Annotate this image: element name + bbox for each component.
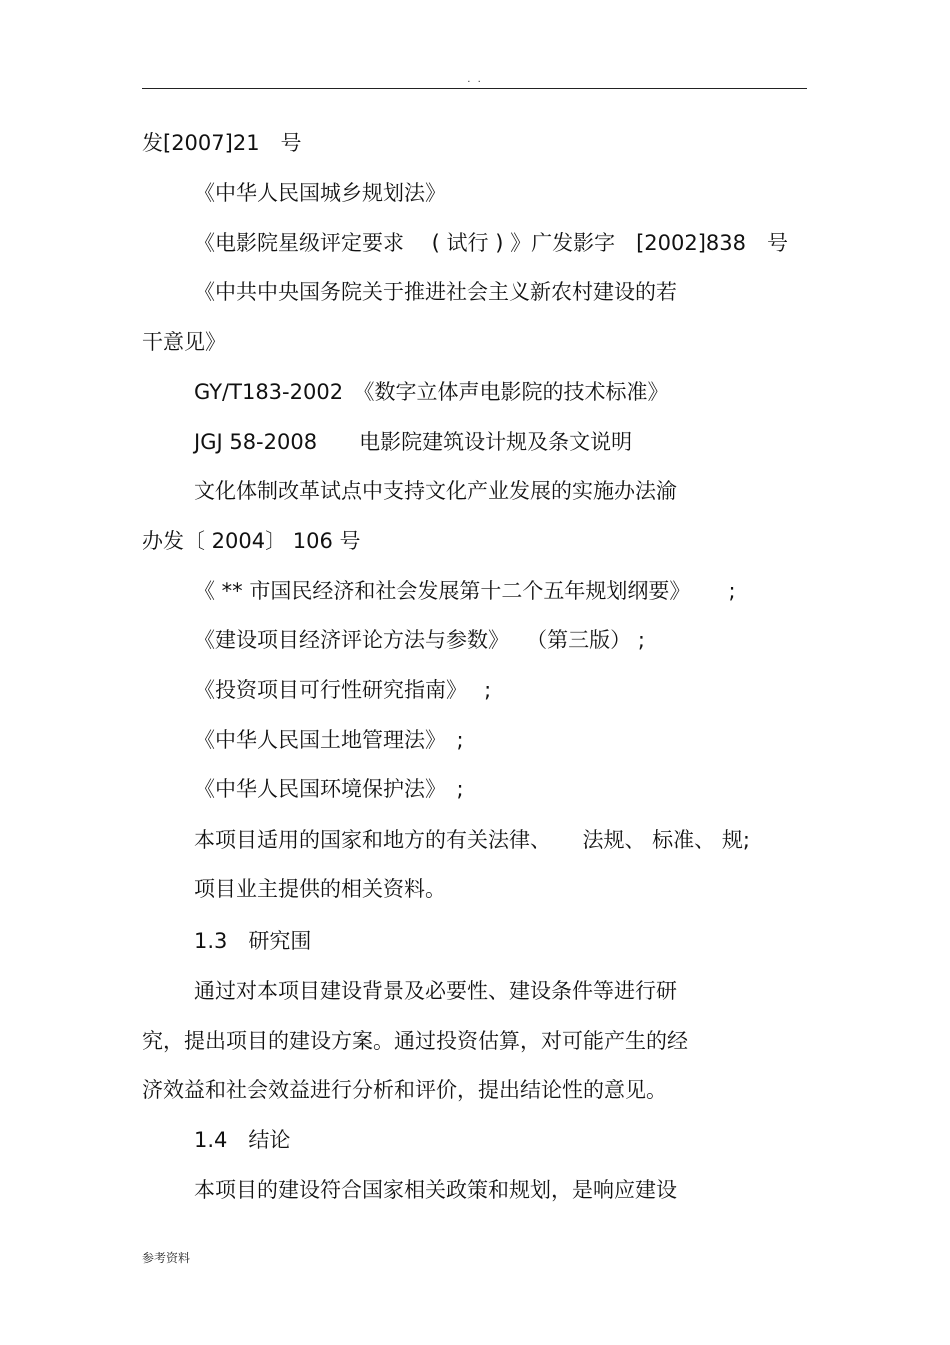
doc-line-7: JGJ 58-2008 电影院建筑设计规及条文说明 (194, 430, 633, 454)
doc-line-9: 办发〔 2004〕 106 号 (142, 529, 361, 553)
header-marks: . . (467, 74, 483, 85)
doc-line-12: 《投资项目可行性研究指南》 ; (194, 678, 492, 702)
doc-line-13: 《中华人民国土地管理法》 ; (194, 728, 464, 752)
doc-line-1: 发[2007]21 号 (142, 131, 302, 155)
section-heading-1-3: 1.3 研究围 (194, 929, 312, 953)
doc-line-11: 《建设项目经济评论方法与参数》 （第三版） ; (194, 628, 645, 652)
doc-line-16: 项目业主提供的相关资料。 (194, 877, 446, 901)
doc-line-18: 通过对本项目建设背景及必要性、建设条件等进行研 (194, 979, 677, 1003)
doc-line-20: 济效益和社会效益进行分析和评价，提出结论性的意见。 (142, 1078, 667, 1102)
doc-line-3: 《电影院星级评定要求 ( 试行 ) 》广发影字 [2002]838 号 (194, 231, 788, 255)
doc-line-19: 究，提出项目的建设方案。通过投资估算，对可能产生的经 (142, 1029, 688, 1053)
doc-line-2: 《中华人民国城乡规划法》 (194, 181, 446, 205)
footer-label: 参考资料 (142, 1251, 191, 1265)
doc-line-15: 本项目适用的国家和地方的有关法律、 法规、 标准、 规; (194, 828, 750, 852)
doc-line-22: 本项目的建设符合国家相关政策和规划，是响应建设 (194, 1178, 677, 1202)
doc-line-5: 干意见》 (142, 330, 226, 354)
doc-line-8: 文化体制改革试点中支持文化产业发展的实施办法渝 (194, 479, 677, 503)
doc-line-6: GY/T183-2002 《数字立体声电影院的技术标准》 (194, 380, 669, 404)
header-rule (142, 88, 807, 89)
doc-line-10: 《 ** 市国民经济和社会发展第十二个五年规划纲要》 ; (194, 579, 736, 603)
section-heading-1-4: 1.4 结论 (194, 1128, 291, 1152)
doc-line-4: 《中共中央国务院关于推进社会主义新农村建设的若 (194, 280, 677, 304)
doc-line-14: 《中华人民国环境保护法》 ; (194, 777, 464, 801)
